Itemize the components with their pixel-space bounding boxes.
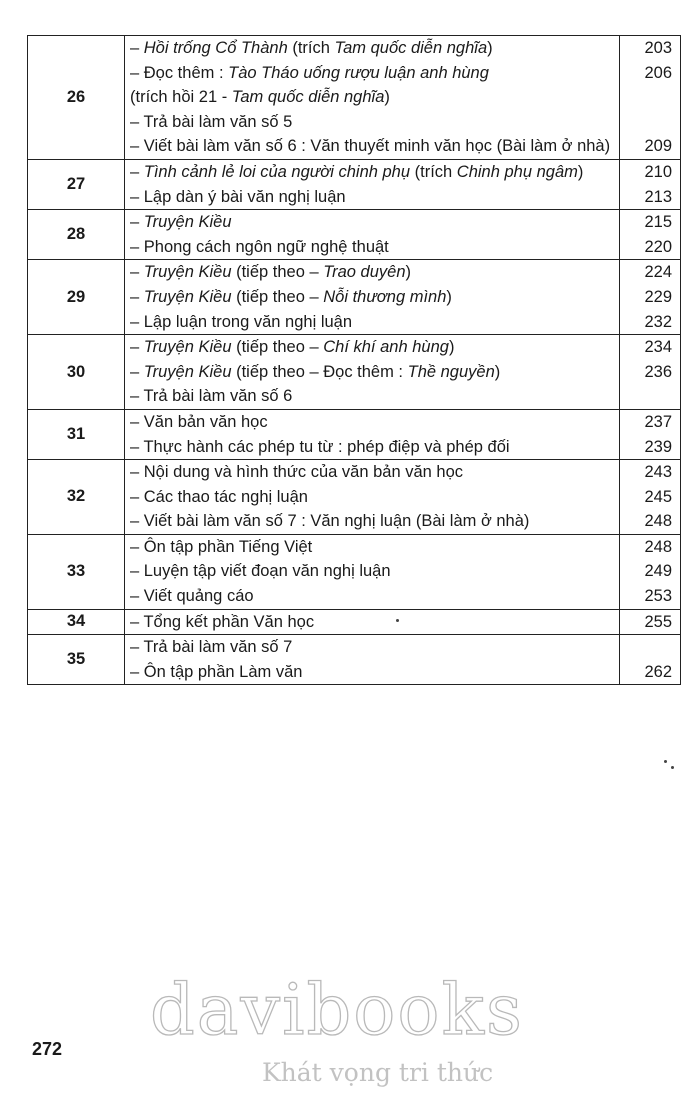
lesson-title [125,61,619,86]
lesson-titles [125,635,620,685]
title-segment: – Lập dàn ý bài văn nghị luận [130,187,346,206]
title-segment: ) [405,263,411,282]
table-row [28,534,681,609]
table-of-contents [27,35,681,685]
title-segment: ) [384,88,390,107]
lesson-title [125,535,619,560]
table-row [28,159,681,209]
watermark-brand: davibooks [150,969,524,1051]
title-segment: ) [577,162,584,181]
title-segment: – [130,39,144,57]
title-segment: (trích [410,162,457,181]
title-segment: ) [448,338,455,357]
title-segment: – Viết bài làm văn số 6 : Văn thuyết minh văn học (Bài làm ở nhà) [130,137,611,156]
lesson-title [125,509,619,534]
page-ref: 232 [644,312,672,331]
title-segment: – Phong cách ngôn ngữ nghệ thuật [130,237,389,256]
title-segment: – Luyện tập viết đoạn văn nghị luận [130,562,391,581]
table-row [28,210,681,260]
lesson-title [125,85,619,110]
lesson-titles [125,609,620,635]
page-ref: 213 [644,187,672,206]
lesson-title [125,384,619,409]
lesson-title [125,110,619,135]
lesson-title [125,235,619,260]
lesson-titles [125,36,620,160]
page-ref: 255 [644,612,672,631]
page-ref: 243 [644,463,672,482]
week-number: 35 [28,635,125,685]
page-ref [620,85,680,110]
page-ref: 209 [644,137,672,156]
lesson-titles [125,260,620,335]
title-segment: – [130,287,144,306]
title-segment: – Thực hành các phép tu từ : phép điệp và phép đối [130,437,510,456]
print-speck [396,619,399,622]
page-ref: 220 [644,237,672,256]
page-refs [620,409,681,459]
italic-title-segment: Hồi trống Cổ Thành [143,39,288,57]
lesson-title [125,485,619,510]
page-refs [620,335,681,410]
title-segment: – Ôn tập phần Tiếng Việt [130,537,313,556]
toc-body [28,36,681,685]
table-row [28,260,681,335]
table-row [28,460,681,535]
lesson-title [125,584,619,609]
title-segment: – Ôn tập phần Làm văn [130,662,303,681]
page-ref: 239 [644,437,672,456]
page-refs [620,534,681,609]
title-segment: – Tổng kết phần Văn học [130,612,315,631]
page-number: 272 [32,1039,63,1059]
lesson-title [125,210,619,235]
table-row [28,409,681,459]
week-number: 28 [28,210,125,260]
italic-title-segment: Chí khí anh hùng [323,338,449,357]
title-segment: – Trả bài làm văn số 6 [130,387,293,406]
week-number: 34 [28,609,125,635]
lesson-title [125,559,619,584]
page-ref: 245 [644,487,672,506]
lesson-titles [125,210,620,260]
page-ref [620,635,680,660]
italic-title-segment: Tam quốc diễn nghĩa [334,39,488,57]
title-segment: – [130,162,144,181]
title-segment: – [130,338,144,357]
title-segment: (trích hồi 21 - [130,88,232,107]
title-segment: – [130,263,144,282]
title-segment: – Nội dung và hình thức của văn bản văn học [130,463,464,482]
title-segment: – [130,362,144,381]
lesson-title [125,435,619,460]
week-number: 31 [28,409,125,459]
week-number: 29 [28,260,125,335]
title-segment: (trích [287,39,335,57]
lesson-title [125,460,619,485]
page-ref: 210 [644,162,672,181]
title-segment: ) [446,287,452,306]
page-refs [620,460,681,535]
page-ref: 206 [644,63,672,82]
lesson-title [125,410,619,435]
title-segment: – [130,213,144,232]
lesson-title [125,185,619,210]
page-ref: 234 [644,338,672,357]
title-segment: – Lập luận trong văn nghị luận [130,312,353,331]
page-refs [620,260,681,335]
table-row [28,635,681,685]
title-segment: – Trả bài làm văn số 7 [130,638,293,657]
lesson-title [125,635,619,660]
lesson-titles [125,534,620,609]
italic-title-segment: Trao duyên [323,263,406,282]
lesson-title [125,160,619,185]
title-segment: – Văn bản văn học [130,412,268,431]
week-number: 27 [28,159,125,209]
italic-title-segment: Tình cảnh lẻ loi của người chinh phụ [143,162,411,181]
week-number: 33 [28,534,125,609]
page-ref [620,384,680,409]
page-ref: 224 [644,263,672,282]
title-segment: (tiếp theo – [231,287,324,306]
table-row [28,36,681,160]
title-segment: – Viết bài làm văn số 7 : Văn nghị luận (Bài làm ở nhà) [130,512,530,531]
table-row [28,335,681,410]
lesson-title [125,310,619,335]
italic-title-segment: Nỗi thương mình [323,287,447,306]
italic-title-segment: Truyện Kiều [143,338,232,357]
lesson-titles [125,159,620,209]
page-refs [620,159,681,209]
title-segment: ) [494,362,501,381]
lesson-title [125,260,619,285]
italic-title-segment: Truyện Kiều [143,263,232,282]
page-refs [620,36,681,160]
italic-title-segment: Truyện Kiều [143,213,232,232]
lesson-title [125,660,619,685]
italic-title-segment: Tào Tháo uống rượu luận anh hùng [228,63,489,82]
page-ref: 215 [644,213,672,232]
title-segment: – Đọc thêm : [130,63,229,82]
page-refs [620,609,681,635]
week-number: 32 [28,460,125,535]
title-segment: – Trả bài làm văn số 5 [130,112,293,131]
italic-title-segment: Thề nguyền [407,362,495,381]
page-refs [620,210,681,260]
table-row [28,609,681,635]
lesson-titles [125,460,620,535]
italic-title-segment: Truyện Kiều [143,287,232,306]
lesson-titles [125,409,620,459]
page-ref: 236 [644,362,672,381]
lesson-title [125,610,619,635]
page-ref: 253 [644,587,672,606]
title-segment: – Viết quảng cáo [130,587,254,606]
title-segment: (tiếp theo – [231,338,324,357]
page-refs [620,635,681,685]
page-ref: 248 [644,512,672,531]
week-number: 26 [28,36,125,160]
lesson-titles [125,335,620,410]
italic-title-segment: Chinh phụ ngâm [456,162,578,181]
page-ref: 249 [644,562,672,581]
lesson-title [125,36,619,61]
page-ref: 229 [644,287,672,306]
lesson-title [125,335,619,360]
title-segment: – Các thao tác nghị luận [130,487,308,506]
print-speck [671,766,674,769]
title-segment: (tiếp theo – [231,263,324,282]
page-ref [620,110,680,135]
lesson-title [125,134,619,159]
page-ref: 262 [644,662,672,681]
page-ref: 203 [644,39,672,57]
italic-title-segment: Truyện Kiều [143,362,232,381]
watermark-tagline: Khát vọng tri thức [262,1058,494,1087]
print-speck [664,760,667,763]
page-ref: 237 [644,412,672,431]
week-number: 30 [28,335,125,410]
italic-title-segment: Tam quốc diễn nghĩa [231,88,385,107]
title-segment: ) [487,39,493,57]
title-segment: (tiếp theo – Đọc thêm : [231,362,408,381]
page-ref: 248 [644,537,672,556]
lesson-title [125,285,619,310]
lesson-title [125,360,619,385]
